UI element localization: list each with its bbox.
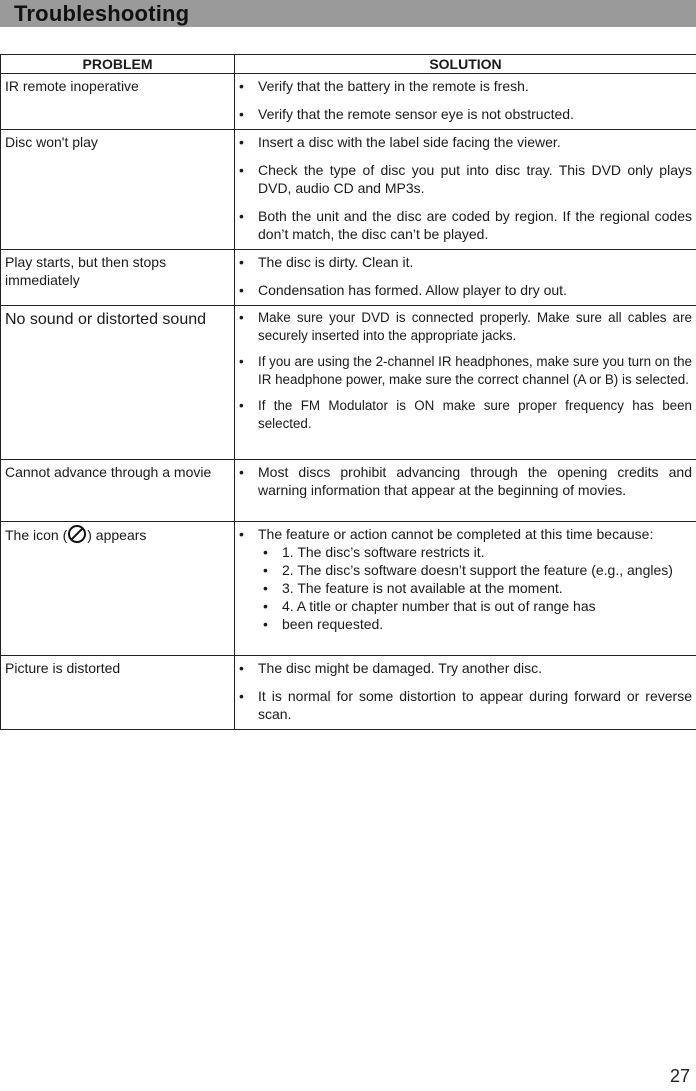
- solution-item: • Verify that the battery in the remote is fresh.: [239, 77, 692, 95]
- solution-item: [239, 525, 692, 633]
- table-row: [1, 250, 696, 306]
- reason-list: [258, 543, 692, 633]
- page-number: 27: [669, 1066, 690, 1086]
- solution-cell: [235, 74, 696, 130]
- table-row: [1, 130, 696, 250]
- problem-cell: Picture is distorted: [1, 656, 235, 730]
- solution-item: • The disc might be damaged. Try another disc.: [239, 659, 692, 677]
- solution-column-header: SOLUTION: [235, 55, 696, 74]
- problem-cell: No sound or distorted sound: [1, 306, 235, 460]
- solution-item: • Verify that the remote sensor eye is not obstructed.: [239, 105, 692, 123]
- solution-cell: [235, 306, 696, 460]
- solution-item: • Make sure your DVD is connected properly. Make sure all cables are securely inserted into the appropriate jacks.: [239, 309, 692, 345]
- reason-item: • 1. The disc’s software restricts it.: [263, 543, 692, 561]
- section-title: Troubleshooting: [14, 1, 190, 26]
- solution-intro: • The feature or action cannot be completed at this time because:: [258, 526, 654, 542]
- table-row: [1, 306, 696, 460]
- troubleshooting-table: [0, 54, 696, 730]
- solution-item: • Insert a disc with the label side facing the viewer.: [239, 133, 692, 151]
- table-row: [1, 522, 696, 656]
- solution-item: • If the FM Modulator is ON make sure proper frequency has been selected.: [239, 397, 692, 433]
- problem-text-before: The icon (: [5, 527, 68, 543]
- solution-item: • It is normal for some distortion to appear during forward or reverse scan.: [239, 687, 692, 723]
- solution-item: • If you are using the 2-channel IR headphones, make sure you turn on the IR headphone power, make sure the correct channel (A or B) is selected.: [239, 353, 692, 389]
- solution-cell: [235, 460, 696, 522]
- problem-cell: Disc won't play: [1, 130, 235, 250]
- reason-continuation: • been requested.: [263, 615, 692, 633]
- solution-item: • Both the unit and the disc are coded by region. If the regional codes don’t match, the disc can’t be played.: [239, 207, 692, 243]
- reason-item: • 2. The disc’s software doesn’t support the feature (e.g., angles): [263, 561, 692, 579]
- reason-item: • 3. The feature is not available at the moment.: [263, 579, 692, 597]
- solution-cell: [235, 522, 696, 656]
- solution-item: • The disc is dirty. Clean it.: [239, 253, 692, 271]
- section-title-bar: [0, 0, 696, 27]
- problem-cell: [1, 522, 235, 656]
- table-header-row: [1, 55, 696, 74]
- table-row: [1, 74, 696, 130]
- solution-item: • Check the type of disc you put into disc tray. This DVD only plays DVD, audio CD and MP3s.: [239, 161, 692, 197]
- solution-cell: [235, 250, 696, 306]
- solution-cell: [235, 656, 696, 730]
- problem-column-header: PROBLEM: [1, 55, 235, 74]
- problem-cell: Cannot advance through a movie: [1, 460, 235, 522]
- prohibit-icon: [68, 525, 86, 543]
- solution-item: • Most discs prohibit advancing through the opening credits and warning information that appear at the beginning of movies.: [239, 463, 692, 499]
- problem-cell: Play starts, but then stops immediately: [1, 250, 235, 306]
- problem-cell: IR remote inoperative: [1, 74, 235, 130]
- table-row: [1, 656, 696, 730]
- table-row: [1, 460, 696, 522]
- reason-item: • 4. A title or chapter number that is out of range has: [263, 597, 692, 615]
- solution-item: • Condensation has formed. Allow player to dry out.: [239, 281, 692, 299]
- solution-cell: [235, 130, 696, 250]
- problem-text-after: ) appears: [87, 527, 147, 543]
